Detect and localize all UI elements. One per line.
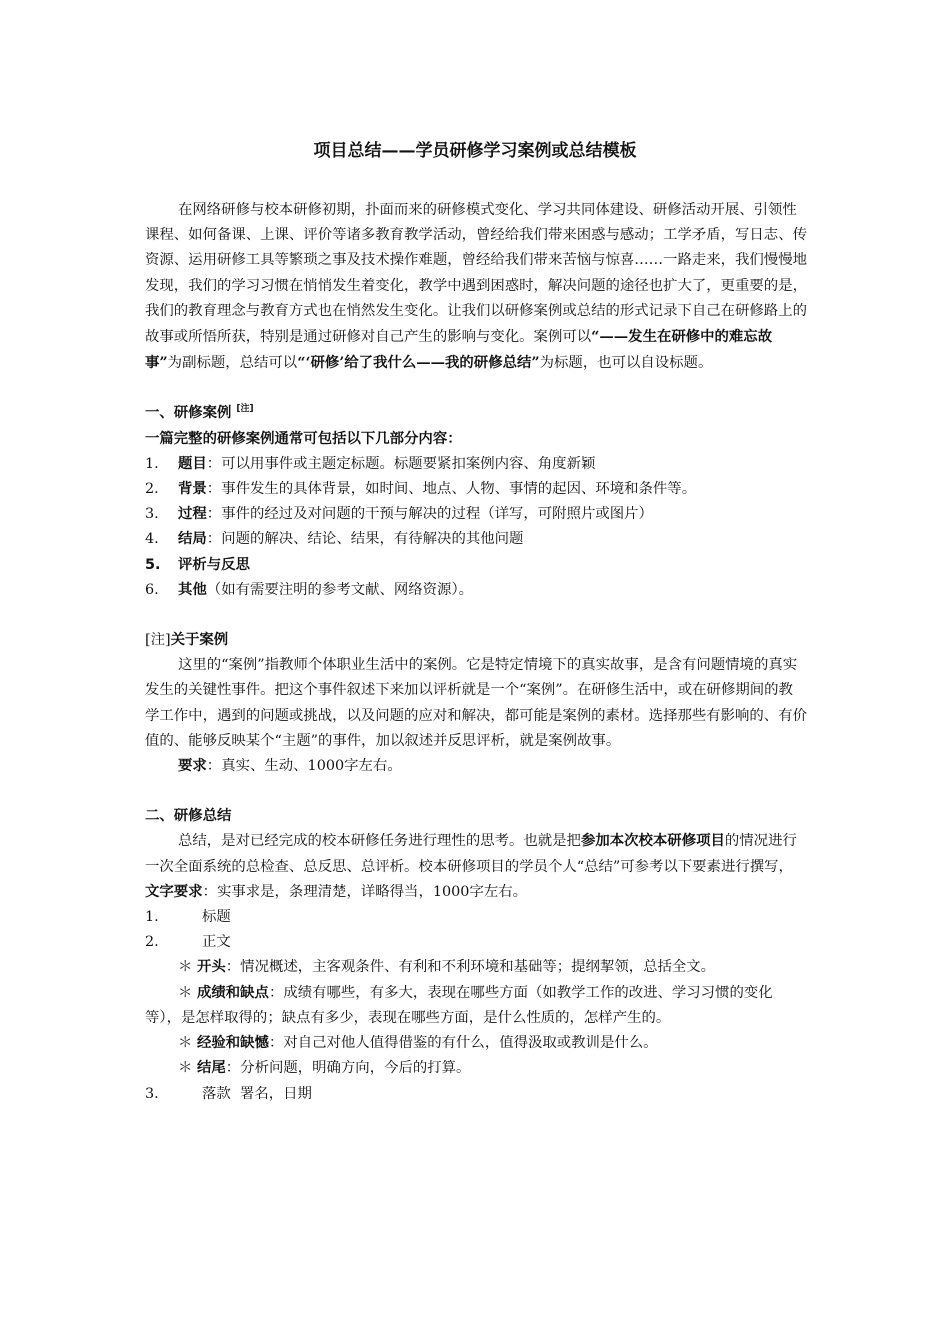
list-text: ：问题的解决、结论、结果，有待解决的其他问题: [206, 531, 524, 548]
list-text: ：事件的经过及对问题的干预与解决的过程（详写，可附照片或图片）: [206, 506, 653, 523]
list-number: 5.: [145, 556, 161, 573]
list-number: 2.: [145, 934, 159, 951]
list-item: [145, 1082, 807, 1107]
bullet-label: 成绩和缺点: [196, 984, 269, 1001]
section2-bold-b: 参加本次校本研修项目: [580, 833, 725, 850]
note-mark: [注]: [236, 404, 254, 415]
list-text: 正文: [202, 934, 231, 951]
requirement-label: 要求: [178, 758, 207, 775]
bullet-item: [145, 981, 807, 1031]
list-label: 过程: [178, 506, 207, 523]
list-number: 6.: [145, 581, 159, 598]
section2-text-c: 的情况进行一次全面系统的总检查、总反思、总评析。校本研修项目的学员个人“总结”可参考以下要素进行撰写，: [145, 833, 797, 875]
section2-heading: 二、研修总结: [145, 808, 232, 825]
bullet-text: ：情况概述，主客观条件、有利和不利环境和基础等；提纲挈领，总括全文。: [225, 959, 716, 976]
bullet-text: ：分析问题，明确方向，今后的打算。: [225, 1060, 471, 1077]
section1-heading-text: 一、研修案例: [145, 405, 232, 422]
list-text: 落款 署名，日期: [202, 1085, 312, 1102]
list-label: 背景: [178, 481, 207, 498]
list-text: ：事件发生的具体背景，如时间、地点、人物、事情的起因、环境和条件等。: [206, 481, 697, 498]
list-text: 标题: [202, 909, 231, 926]
document-body: [145, 198, 807, 1107]
bullet-item: [145, 1056, 807, 1081]
requirement-text: ：真实、生动、1000字左右。: [206, 758, 402, 775]
bullet-label: 开头: [196, 959, 226, 976]
bullet-text: ：对自己对他人值得借鉴的有什么，值得汲取或教训是什么。: [268, 1035, 658, 1052]
list-item: [145, 527, 807, 552]
star-icon: ＊: [178, 1035, 193, 1052]
bullet-label: 经验和缺憾: [196, 1035, 269, 1052]
note-heading-text: 关于案例: [170, 632, 229, 649]
list-label: 评析与反思: [178, 556, 250, 573]
bullet-item: [145, 955, 807, 980]
list-item: [145, 905, 807, 930]
list-label: 题目: [178, 455, 207, 472]
star-icon: ＊: [178, 984, 193, 1001]
list-item: [145, 477, 807, 502]
list-text: ：可以用事件或主题定标题。标题要紧扣案例内容、角度新颖: [206, 455, 596, 472]
bullet-label: 结尾: [196, 1060, 226, 1077]
list-item: [145, 930, 807, 955]
note-heading-prefix: [注]: [145, 632, 171, 649]
page-title: 项目总结——学员研修学习案例或总结模板: [313, 141, 637, 161]
note-body: 这里的“案例”指教师个体职业生活中的案例。它是特定情境下的真实故事，是含有问题情境的真实发生的关键性事件。把这个事件叙述下来加以评析就是一个“案例”。在研修生活中，或在研修期间的教学工作中，遇到的问题或挑战，以及问题的应对和解决，都可能是案例的素材。选择那些有影响的、有价值的、能够反映某个“主题”的事件，加以叙述并反思评析，就是案例故事。: [145, 657, 807, 749]
list-item: [145, 502, 807, 527]
list-label: 其他: [178, 581, 207, 598]
section2-paragraph: [145, 829, 807, 905]
intro-text-3: 为标题，也可以自设标题。: [539, 355, 713, 372]
intro-text-1: 在网络研修与校本研修初期，扑面而来的研修模式变化、学习共同体建设、研修活动开展、引领性课程、如何备课、上课、评价等诸多教育教学活动，曾经给我们带来困惑与感动；工学矛盾，写日志、传资源、运用研修工具等繁琐之事及技术操作难题，曾经给我们带来苦恼与惊喜……一路走来，我们慢慢地发现，我们的学习习惯在悄悄发生着变化，教学中遇到困惑时，解决问题的途径也扩大了，更重要的是，我们的教育理念与教育方式也在悄然发生变化。让我们以研修案例或总结的形式记录下自己在研修路上的故事或所悟所获，特别是通过研修对自己产生的影响与变化。案例可以: [145, 202, 807, 346]
intro-bold-2: “‘研修’给了我什么——我的研修总结”: [297, 354, 540, 372]
section1-subheading: 一篇完整的研修案例通常可包括以下几部分内容：: [145, 430, 462, 447]
section2-text-e: ：实事求是，条理清楚，详略得当，1000字左右。: [202, 883, 528, 900]
list-item: [145, 578, 807, 603]
bullet-item: [145, 1031, 807, 1056]
list-label: 结局: [178, 531, 207, 548]
bullet-text: ：成绩有哪些，有多大，表现在哪些方面（如教学工作的改进、学习习惯的变化等），是怎样取得的；缺点有多少，表现在哪些方面，是什么性质的，怎样产生的。: [145, 984, 773, 1026]
list-number: 3.: [145, 1085, 159, 1102]
star-icon: ＊: [178, 959, 193, 976]
intro-text-2: 为副标题，总结可以: [167, 355, 298, 372]
list-number: 3.: [145, 506, 159, 523]
section2-bold-d: 文字要求: [145, 883, 203, 900]
list-number: 1.: [145, 455, 159, 472]
note-heading: [145, 628, 807, 653]
intro-paragraph: [145, 198, 807, 376]
list-number: 4.: [145, 531, 159, 548]
list-number: 1.: [145, 909, 159, 926]
list-number: 2.: [145, 481, 159, 498]
section1-heading: [145, 401, 807, 426]
section2-text-a: 总结，是对已经完成的校本研修任务进行理性的思考。也就是把: [178, 833, 581, 850]
list-text: （如有需要注明的参考文献、网络资源）。: [206, 581, 474, 598]
list-item: [145, 553, 807, 578]
intro-bold-1: “——发生在研修中的难忘故事”: [145, 328, 773, 372]
list-item: [145, 452, 807, 477]
note-requirement: [145, 754, 807, 779]
star-icon: ＊: [178, 1060, 193, 1077]
